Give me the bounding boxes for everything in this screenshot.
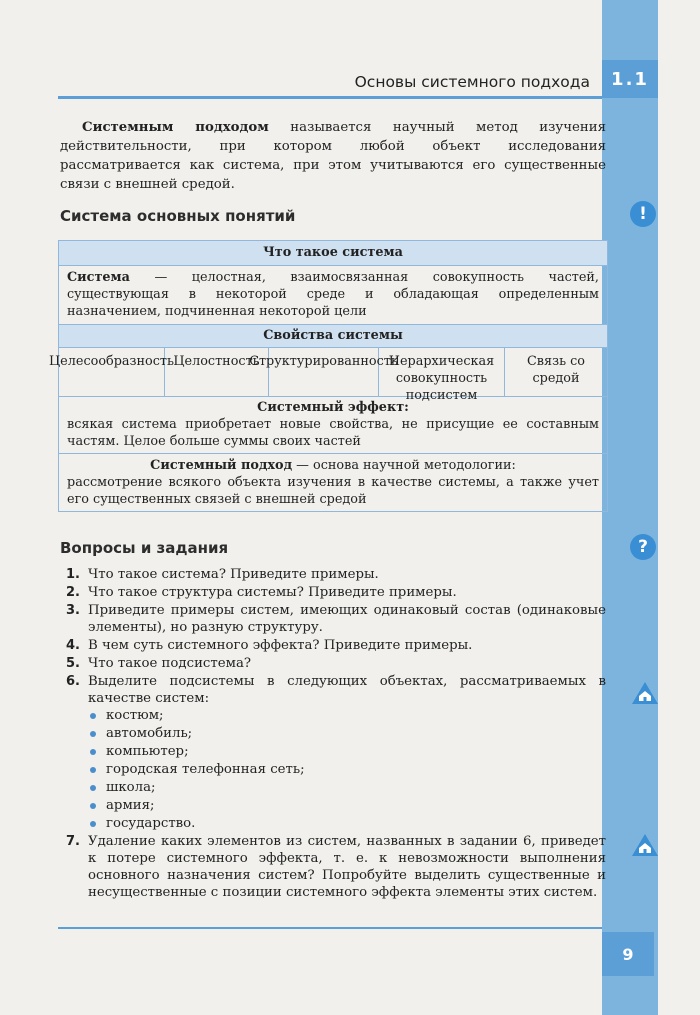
system-definition: Система — целостная, взаимосвязанная совокупность частей, существующая в некоторой среде и обладающая определенным назначением, подчиненная некоторой цели bbox=[67, 270, 599, 319]
bullet-icon bbox=[90, 749, 96, 755]
running-header: Основы системного подхода bbox=[354, 73, 590, 91]
bullet-icon bbox=[90, 821, 96, 827]
system-approach bbox=[59, 453, 607, 511]
what-is-system-title: Что такое система bbox=[59, 241, 607, 266]
property-cell: Структурированность bbox=[269, 348, 379, 396]
property-cell: Целесообразность bbox=[59, 348, 165, 396]
list-item: костюм; bbox=[88, 707, 606, 724]
list-item: армия; bbox=[88, 797, 606, 814]
question-item: 4. В чем суть системного эффекта? Приведите примеры. bbox=[66, 638, 473, 653]
list-item: городская телефонная сеть; bbox=[88, 761, 606, 778]
subsystems-list bbox=[88, 707, 606, 832]
header-divider bbox=[58, 96, 602, 99]
home-task-icon bbox=[630, 832, 660, 858]
question-item: 2. Что такое структура системы? Приведите примеры. bbox=[66, 585, 457, 600]
property-cell: Иерархическая совокупность подсистем bbox=[379, 348, 505, 396]
question-icon: ? bbox=[630, 534, 656, 560]
concepts-table bbox=[49, 240, 608, 512]
intro-paragraph bbox=[60, 118, 606, 194]
exclamation-icon: ! bbox=[630, 201, 656, 227]
list-item: государство. bbox=[88, 815, 606, 832]
question-item: 7. Удаление каких элементов из систем, названных в задании 6, приведет к потере системного эффекта, т. е. к невозможности выполнения основного назначения систем? Попробуйте выделить существенные и несущественные с позиции системного эффекта элементы этих систем. bbox=[66, 834, 606, 900]
approach-term: Системный подход bbox=[150, 458, 293, 473]
list-item: автомобиль; bbox=[88, 725, 606, 742]
properties-row bbox=[49, 348, 607, 403]
approach-text: рассмотрение всякого объекта изучения в качестве системы, а также учет его существенных связей с внешней средой bbox=[67, 475, 599, 507]
margin-strip bbox=[602, 0, 658, 1015]
page-number: 9 bbox=[602, 932, 654, 976]
questions-heading: Вопросы и задания bbox=[60, 539, 229, 557]
bullet-icon bbox=[90, 803, 96, 809]
property-cell: Целостность bbox=[165, 348, 269, 396]
list-item: компьютер; bbox=[88, 743, 606, 760]
bullet-icon bbox=[90, 713, 96, 719]
approach-rest: — основа научной методологии: bbox=[292, 458, 516, 473]
question-item: 5. Что такое подсистема? bbox=[66, 656, 251, 671]
system-term: Система bbox=[67, 270, 130, 285]
effect-title: Системный эффект: bbox=[257, 400, 409, 415]
question-item: 3. Приведите примеры систем, имеющих одинаковый состав (одинаковые элементы), но разную структуру. bbox=[66, 603, 606, 635]
properties-title: Свойства системы bbox=[59, 324, 607, 348]
question-item: 6. Выделите подсистемы в следующих объектах, рассматриваемых в качестве систем: костюм; автомобиль; компьютер; городская телефонная сеть; школа; армия; государство. bbox=[66, 674, 606, 831]
intro-term: Системным подходом bbox=[82, 120, 269, 135]
bullet-icon bbox=[90, 731, 96, 737]
system-effect bbox=[59, 397, 607, 453]
bullet-icon bbox=[90, 767, 96, 773]
footer-divider bbox=[58, 927, 602, 929]
question-item: 1. Что такое система? Приведите примеры. bbox=[66, 567, 379, 582]
property-cell: Связь со средой bbox=[527, 354, 585, 386]
questions-list bbox=[66, 566, 606, 902]
concepts-heading: Система основных понятий bbox=[60, 207, 296, 225]
bullet-icon bbox=[90, 785, 96, 791]
home-task-icon bbox=[630, 680, 660, 706]
list-item: школа; bbox=[88, 779, 606, 796]
intro-text: называется научный метод изучения действительности, при котором любой объект исследования рассматривается как система, при этом учитываются его существенные связи с внешней средой. bbox=[60, 120, 606, 192]
effect-text: всякая система приобретает новые свойства, не присущие ее составным частям. Целое больше суммы своих частей bbox=[67, 417, 599, 449]
chapter-number: 1.1 bbox=[602, 60, 658, 98]
